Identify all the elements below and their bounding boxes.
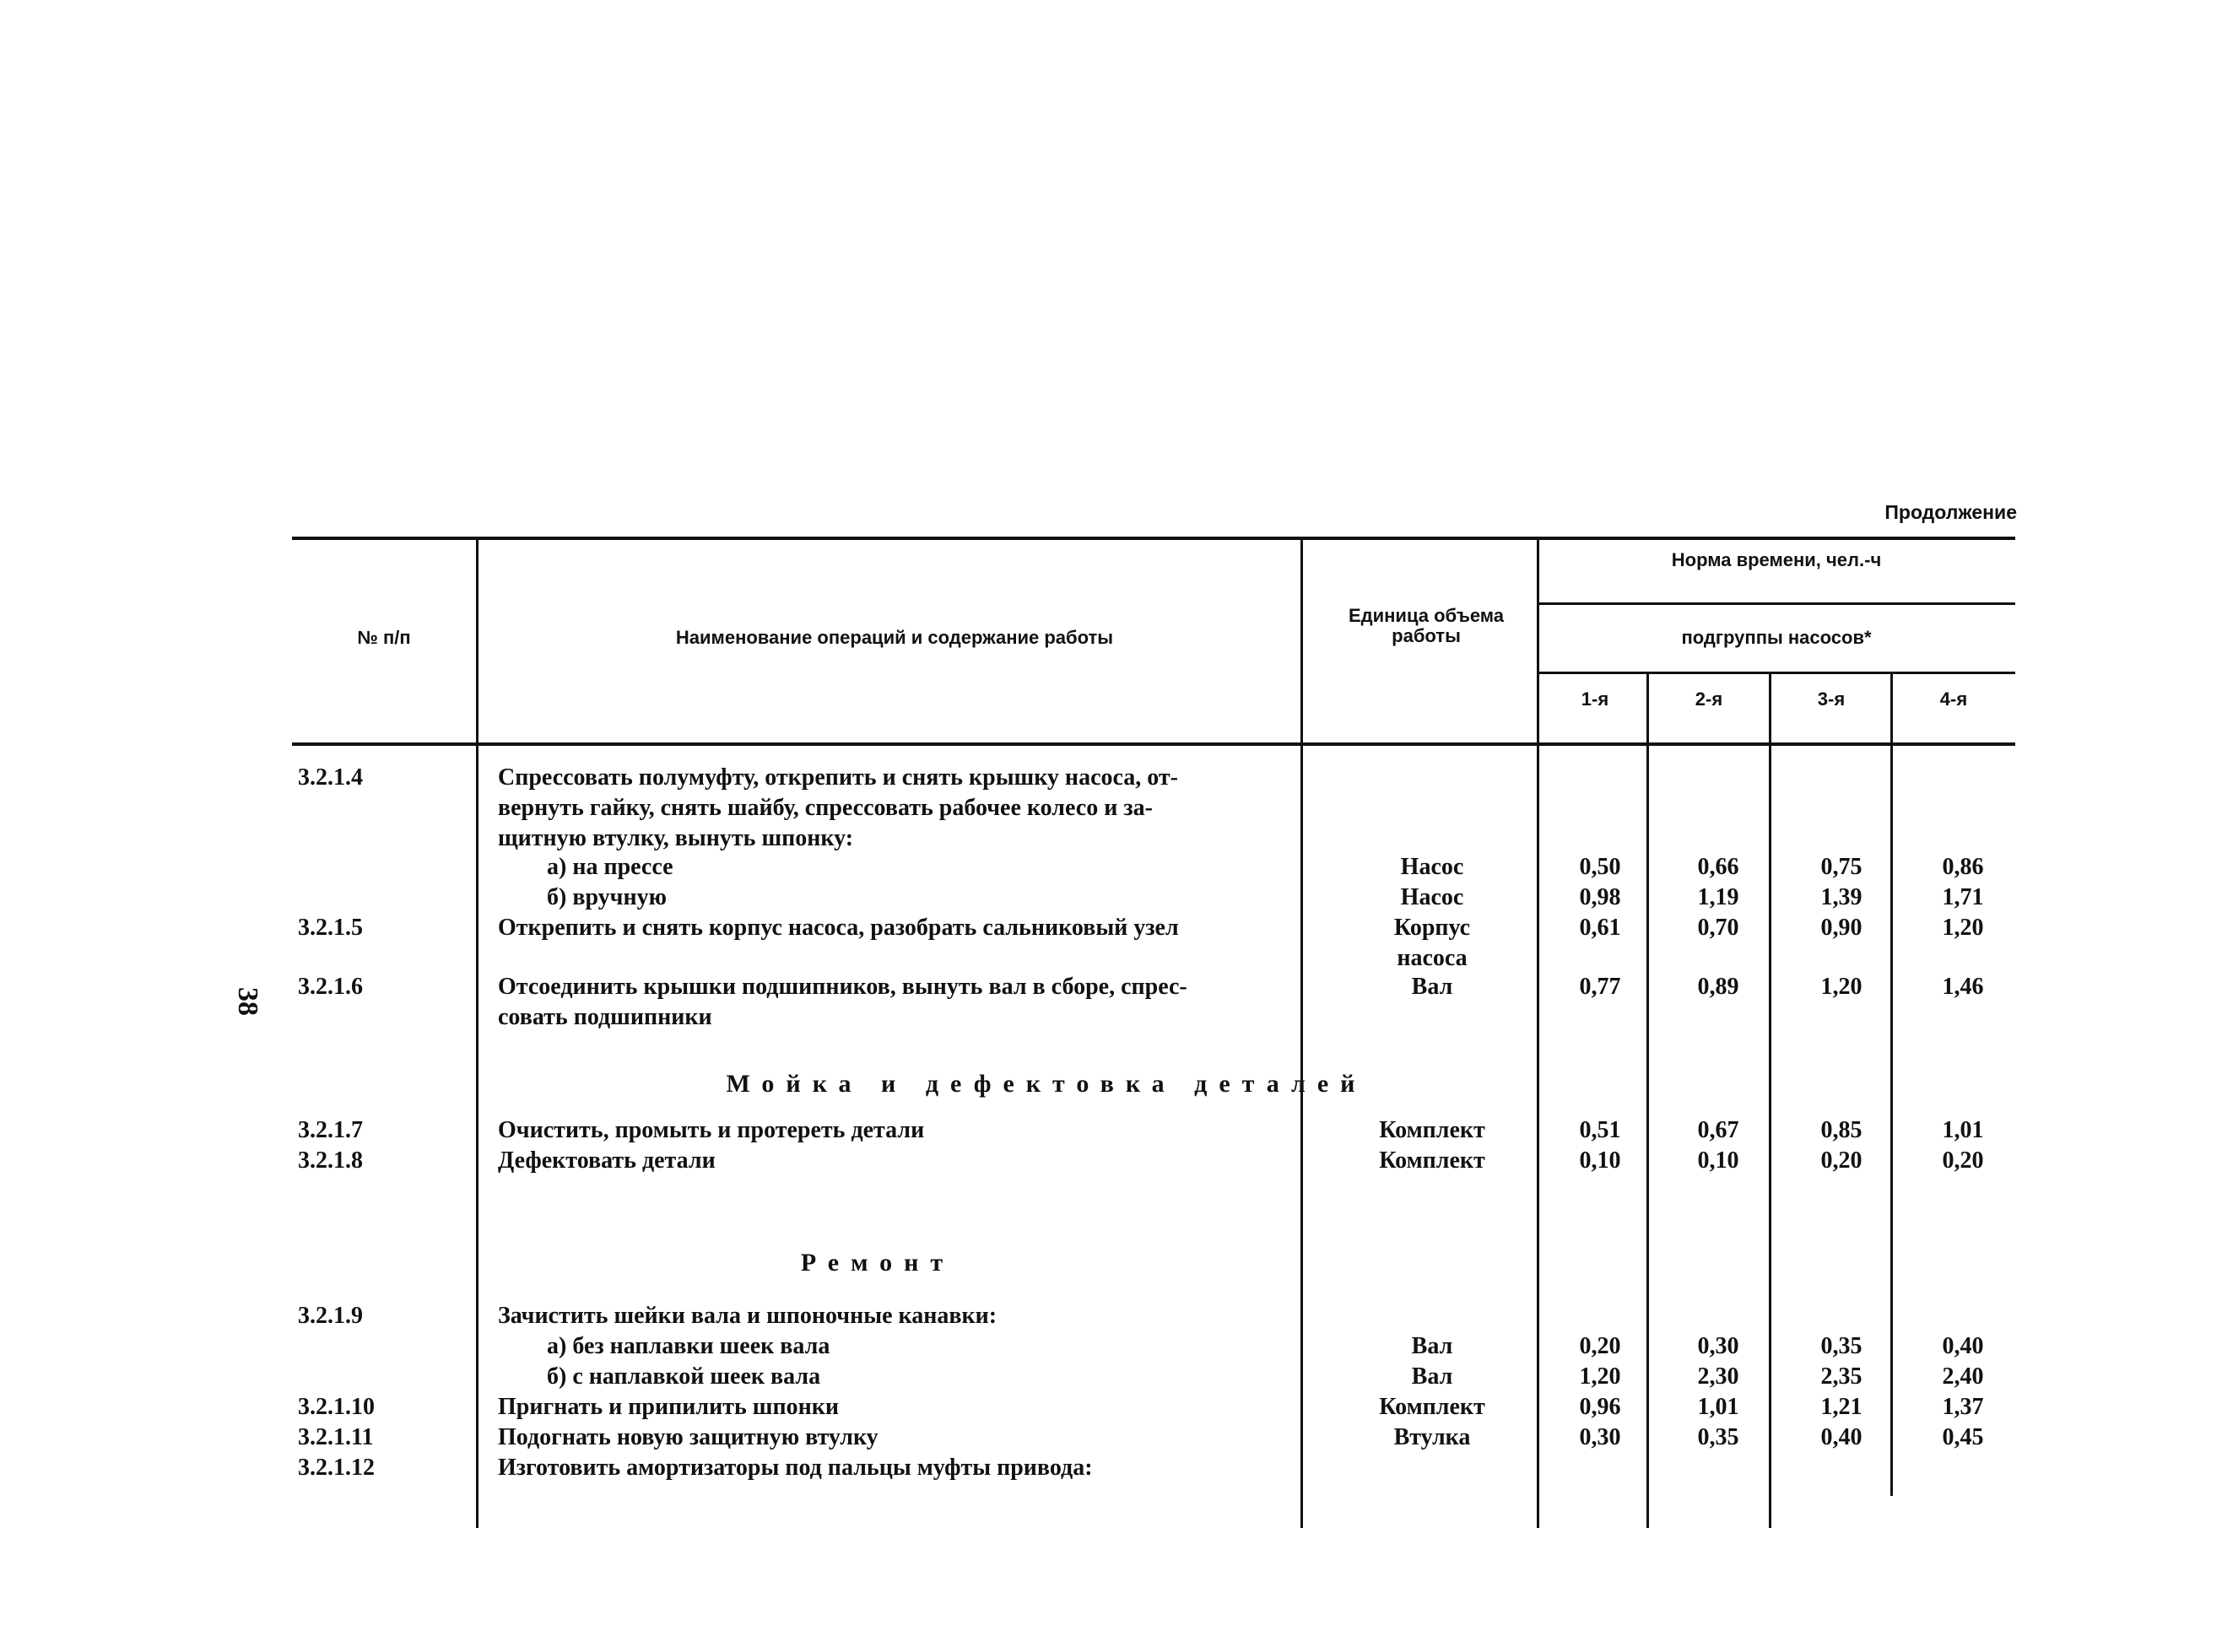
- row-value-4: 1,20: [1942, 915, 1984, 941]
- row-text: щитную втулку, вынуть шпонку:: [498, 825, 854, 851]
- row-value-4: 0,86: [1942, 854, 1984, 880]
- row-value-4: 1,46: [1942, 974, 1984, 1000]
- row-unit: Вал: [1411, 1363, 1453, 1390]
- row-value-1: 0,61: [1579, 915, 1621, 941]
- row-value-1: 0,20: [1579, 1333, 1621, 1359]
- row-value-2: 0,70: [1697, 915, 1739, 941]
- row-number: 3.2.1.4: [298, 764, 363, 791]
- header-bottom-rule: [292, 742, 2015, 746]
- row-unit: насоса: [1397, 945, 1468, 971]
- table-top-rule: [292, 537, 2015, 540]
- row-value-4: 1,37: [1942, 1394, 1984, 1420]
- row-value-1: 0,96: [1579, 1394, 1621, 1420]
- row-value-3: 0,75: [1820, 854, 1862, 880]
- row-value-1: 0,77: [1579, 974, 1621, 1000]
- row-unit: Комплект: [1379, 1147, 1485, 1174]
- row-value-4: 0,40: [1942, 1333, 1984, 1359]
- table-row: [0, 1455, 2222, 1485]
- row-value-1: 0,30: [1579, 1424, 1621, 1450]
- row-number: 3.2.1.12: [298, 1455, 375, 1481]
- row-text: б) с наплавкой шеек вала: [547, 1363, 821, 1390]
- row-value-1: 0,10: [1579, 1147, 1621, 1174]
- table-row: [0, 884, 2222, 915]
- row-text: Очистить, промыть и протереть детали: [498, 1117, 925, 1143]
- row-value-3: 1,39: [1820, 884, 1862, 910]
- row-number: 3.2.1.5: [298, 915, 363, 941]
- norm-header-rule: [1537, 602, 2015, 605]
- page-number: 38: [232, 987, 263, 1016]
- row-number: 3.2.1.6: [298, 974, 363, 1000]
- table-row: [0, 1303, 2222, 1333]
- row-value-1: 0,51: [1579, 1117, 1621, 1143]
- row-unit: Вал: [1411, 1333, 1453, 1359]
- row-value-3: 2,35: [1820, 1363, 1862, 1390]
- row-text: а) на прессе: [547, 854, 673, 880]
- row-unit: Комплект: [1379, 1117, 1485, 1143]
- row-text: Открепить и снять корпус насоса, разобрать сальниковый узел: [498, 915, 1179, 941]
- table-row: [0, 974, 2222, 1004]
- continuation-label: Продолжение: [1884, 501, 2017, 523]
- table-row: [0, 1117, 2222, 1147]
- row-value-3: 0,40: [1820, 1424, 1862, 1450]
- row-value-2: 1,01: [1697, 1394, 1739, 1420]
- header-group-2: 2-я: [1695, 688, 1723, 710]
- subgroup-header-rule: [1537, 672, 2015, 674]
- row-value-1: 1,20: [1579, 1363, 1621, 1390]
- row-text: Дефектовать детали: [498, 1147, 716, 1174]
- section-heading: Мойка и дефектовка деталей: [726, 1070, 1367, 1098]
- row-unit: Втулка: [1393, 1424, 1471, 1450]
- row-value-2: 0,89: [1697, 974, 1739, 1000]
- row-text: совать подшипники: [498, 1004, 712, 1030]
- table-row: [0, 915, 2222, 945]
- row-text: б) вручную: [547, 884, 667, 910]
- table-row: [0, 1004, 2222, 1034]
- row-unit: Насос: [1400, 884, 1464, 910]
- header-group-4: 4-я: [1939, 688, 1968, 710]
- row-value-2: 0,66: [1697, 854, 1739, 880]
- row-unit: Вал: [1411, 974, 1453, 1000]
- row-number: 3.2.1.7: [298, 1117, 363, 1143]
- row-value-1: 0,50: [1579, 854, 1621, 880]
- table-row: [0, 854, 2222, 884]
- table-row: [0, 1424, 2222, 1455]
- table-row: [0, 1333, 2222, 1363]
- header-operation: Наименование операций и содержание работы: [675, 627, 1114, 648]
- table-row: [0, 795, 2222, 825]
- header-unit: Единица объема работы: [1348, 605, 1505, 647]
- row-text: Отсоединить крышки подшипников, вынуть вал в сборе, спрес-: [498, 974, 1187, 1000]
- table-row: [0, 1394, 2222, 1424]
- table-row: [0, 945, 2222, 975]
- row-value-3: 1,21: [1820, 1394, 1862, 1420]
- row-text: Изготовить амортизаторы под пальцы муфты привода:: [498, 1455, 1093, 1481]
- row-value-4: 0,20: [1942, 1147, 1984, 1174]
- section-heading: Ремонт: [800, 1249, 955, 1277]
- row-value-2: 0,67: [1697, 1117, 1739, 1143]
- row-text: Подогнать новую защитную втулку: [498, 1424, 879, 1450]
- row-value-3: 0,90: [1820, 915, 1862, 941]
- row-text: вернуть гайку, снять шайбу, спрессовать рабочее колесо и за-: [498, 795, 1153, 821]
- row-value-3: 1,20: [1820, 974, 1862, 1000]
- row-value-1: 0,98: [1579, 884, 1621, 910]
- table-row: [0, 764, 2222, 795]
- row-number: 3.2.1.8: [298, 1147, 363, 1174]
- table-row: [0, 1363, 2222, 1394]
- row-number: 3.2.1.10: [298, 1394, 375, 1420]
- row-value-4: 2,40: [1942, 1363, 1984, 1390]
- row-number: 3.2.1.9: [298, 1303, 363, 1329]
- table-row: [0, 825, 2222, 856]
- row-unit: Насос: [1400, 854, 1464, 880]
- row-text: Пригнать и припилить шпонки: [498, 1394, 839, 1420]
- header-group-1: 1-я: [1581, 688, 1609, 710]
- row-text: Спрессовать полумуфту, открепить и снять крышку насоса, от-: [498, 764, 1178, 791]
- row-number: 3.2.1.11: [298, 1424, 374, 1450]
- row-text: а) без наплавки шеек вала: [547, 1333, 830, 1359]
- row-value-2: 0,35: [1697, 1424, 1739, 1450]
- row-value-3: 0,85: [1820, 1117, 1862, 1143]
- row-value-2: 0,10: [1697, 1147, 1739, 1174]
- row-value-3: 0,20: [1820, 1147, 1862, 1174]
- row-value-2: 1,19: [1697, 884, 1739, 910]
- row-value-4: 1,01: [1942, 1117, 1984, 1143]
- row-unit: Корпус: [1393, 915, 1471, 941]
- table-row: [0, 1147, 2222, 1178]
- row-value-4: 0,45: [1942, 1424, 1984, 1450]
- row-value-2: 0,30: [1697, 1333, 1739, 1359]
- header-group-3: 3-я: [1817, 688, 1846, 710]
- header-subgroups: подгруппы насосов*: [1681, 627, 1872, 648]
- row-value-4: 1,71: [1942, 884, 1984, 910]
- row-unit: Комплект: [1379, 1394, 1485, 1420]
- row-value-2: 2,30: [1697, 1363, 1739, 1390]
- row-text: Зачистить шейки вала и шпоночные канавки:: [498, 1303, 997, 1329]
- header-norm: Норма времени, чел.-ч: [1671, 549, 1882, 570]
- row-value-3: 0,35: [1820, 1333, 1862, 1359]
- header-number: № п/п: [357, 627, 411, 648]
